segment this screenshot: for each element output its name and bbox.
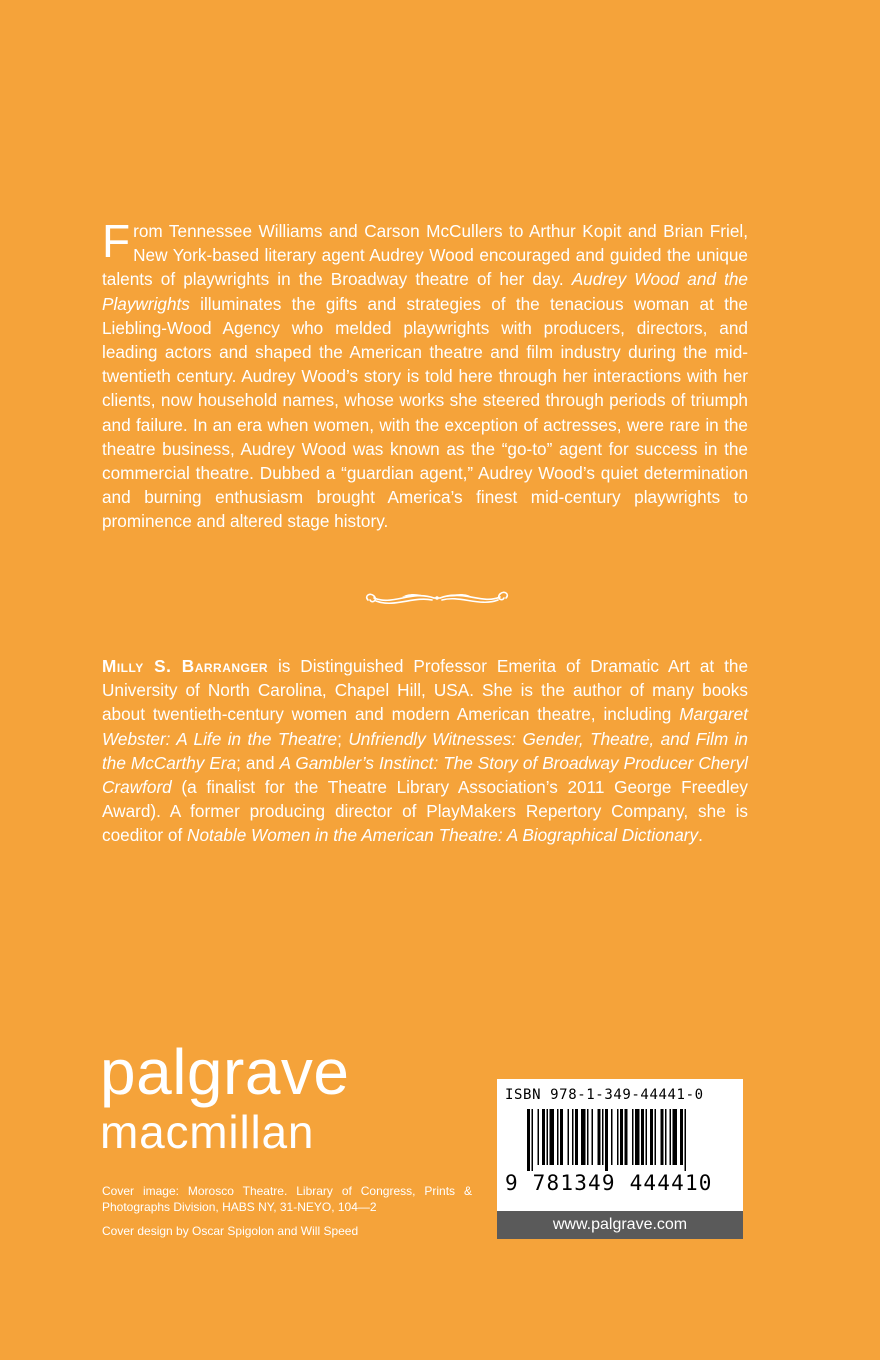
barcode-bar (625, 1109, 628, 1165)
barcode-bar (592, 1109, 594, 1165)
barcode-bar (665, 1109, 667, 1165)
barcode-bar (575, 1109, 578, 1165)
barcode-bar (602, 1109, 604, 1165)
logo-line-macmillan: macmillan (100, 1106, 315, 1158)
barcode-bar (650, 1109, 653, 1165)
isbn-label: ISBN 978-1-349-44441-0 (505, 1087, 704, 1103)
barcode-digits: 9 781349 444410 (505, 1171, 713, 1195)
barcode-bar (620, 1109, 623, 1165)
isbn-barcode (497, 1079, 743, 1211)
barcode-bar (557, 1109, 559, 1165)
bio-text-2: (a finalist for the Theatre Library Association’s 2011 George Freedley Award). A former producing director of PlayMakers Repertory Company, she is coeditor of (102, 777, 748, 846)
barcode-bar (661, 1109, 664, 1165)
bio-separator-1: ; (337, 728, 349, 749)
author-bio-paragraph (102, 654, 748, 848)
bio-separator-2: ; and (236, 752, 280, 773)
barcode-bar (641, 1109, 644, 1165)
barcode-bar (617, 1109, 619, 1165)
cover-credits (102, 1183, 472, 1247)
barcode-bar (527, 1109, 530, 1171)
author-name: Milly S. Barranger (102, 656, 269, 676)
drop-cap: F (102, 215, 131, 267)
book-title-4: Notable Women in the American Theatre: A Biographical Dictionary (187, 825, 699, 846)
book-title-3: A Gambler’s Instinct: The Story of Broadway Producer Cheryl Crawford (102, 752, 748, 798)
barcode-bar (587, 1109, 589, 1165)
barcode-bar (605, 1109, 608, 1171)
logo-line-palgrave: palgrave (100, 1036, 350, 1108)
book-title-1: Margaret Webster: A Life in the Theatre (102, 704, 748, 749)
barcode-bar (547, 1109, 549, 1165)
description-text-1: rom Tennessee Williams and Carson McCullers to Arthur Kopit and Brian Friel, New York-based literary agent Audrey Wood encouraged and guided the unique talents of playwrights in the Broadway theatre of her day. (102, 221, 748, 290)
description-paragraph (102, 215, 748, 534)
barcode-bar (581, 1109, 586, 1165)
flourish-ornament-icon (362, 586, 512, 612)
description-text-2: illuminates the gifts and strategies of the tenacious woman at the Liebling-Wood Agency who melded playwrights with producers, directors, and leading actors and shaped the American theatre and film industry during the mid-twentieth century. Audrey Wood’s story is told here through her interactions with her clients, now household names, whose works she steered through periods of triumph and failure. In an era when women, with the exception of actresses, were rare in the theatre business, Audrey Wood was known as the “go-to” agent for success in the commercial theatre. Dubbed a “guardian agent,” Audrey Wood’s quiet determination and burning enthusiasm brought America’s finest mid-century playwrights to prominence and altered stage history. (102, 293, 748, 532)
barcode-bar (598, 1109, 601, 1165)
barcode-bar (611, 1109, 613, 1165)
website-url: www.palgrave.com (497, 1211, 743, 1239)
barcode-bar (685, 1109, 687, 1171)
barcode-bar (680, 1109, 683, 1165)
book-title-2: Unfriendly Witnesses: Gender, Theatre, and Film in the McCarthy Era (102, 728, 748, 773)
barcode-bar (542, 1109, 545, 1165)
cover-image-credit: Cover image: Morosco Theatre. Library of Congress, Prints & Photographs Division, HABS NY, 31-NEYO, 104—2 (102, 1184, 472, 1214)
book-title: Audrey Wood and the Playwrights (102, 269, 748, 314)
barcode-bar (560, 1109, 563, 1165)
barcode-bar (632, 1109, 634, 1165)
barcode-bar (655, 1109, 657, 1165)
barcode-bar (568, 1109, 570, 1165)
barcode-bar (673, 1109, 678, 1165)
barcode-bar (635, 1109, 640, 1165)
cover-design-credit: Cover design by Oscar Spigolon and Will Speed (102, 1224, 359, 1238)
publisher-logo (100, 1036, 380, 1156)
barcode-bar (538, 1109, 540, 1165)
barcode-bar (646, 1109, 648, 1165)
bio-end: . (698, 825, 703, 846)
bio-text-1: is Distinguished Professor Emerita of Dramatic Art at the University of North Carolina, Chapel Hill, USA. She is the author of many books about twentieth-century women and modern American theatre, including (102, 656, 748, 725)
barcode-bar (572, 1109, 574, 1165)
barcode-bar (670, 1109, 672, 1165)
barcode-bar (532, 1109, 534, 1171)
barcode-bar (550, 1109, 555, 1165)
